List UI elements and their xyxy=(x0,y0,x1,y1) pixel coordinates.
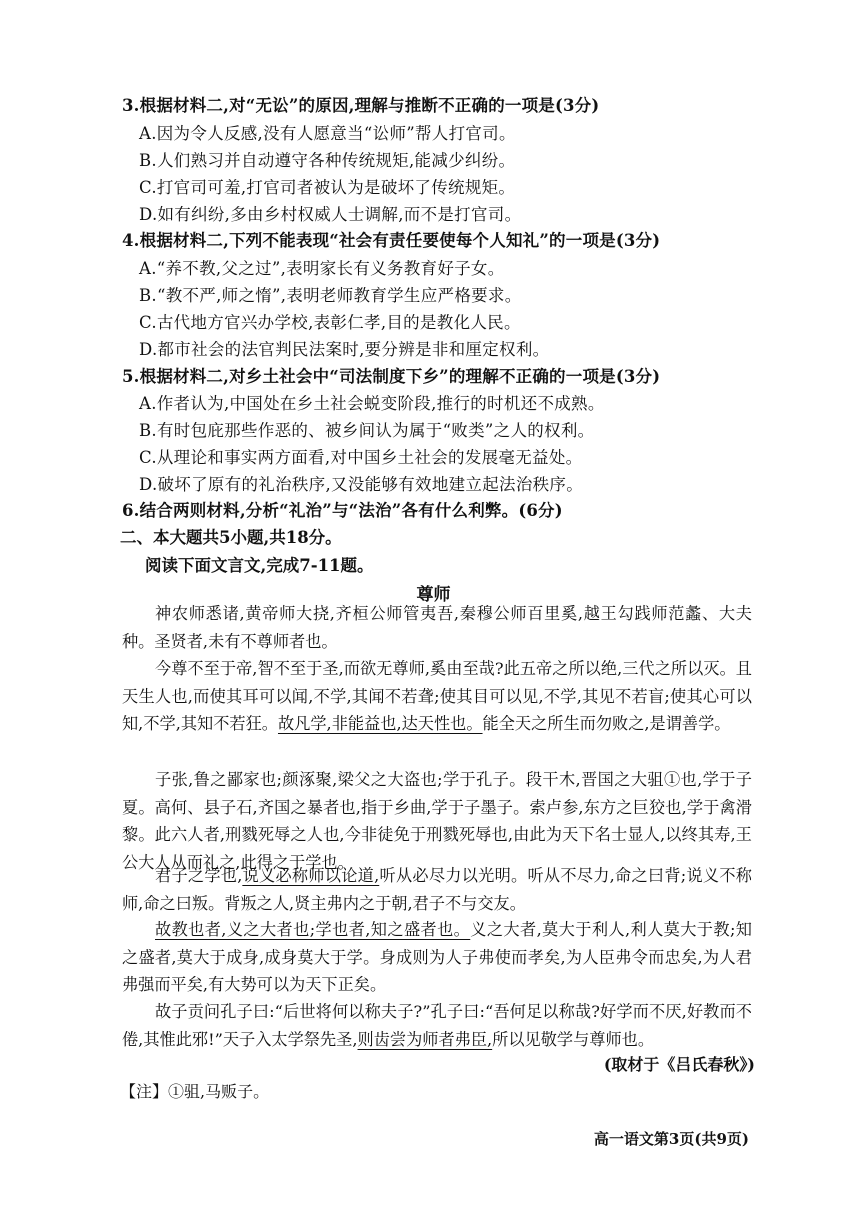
q3-option-a: A.因为令人反感,没有人愿意当“讼师”帮人打官司。 xyxy=(139,124,516,143)
p6-text-b: 所以见敬学与尊师也。 xyxy=(492,1029,655,1049)
q3-option-c: C.打官司可羞,打官司者被认为是破坏了传统规矩。 xyxy=(139,178,516,197)
question-5: 5.根据材料二,对乡土社会中“司法制度下乡”的理解不正确的一项是(3分) xyxy=(122,367,661,386)
q4-option-d: D.都市社会的法官判民法案时,要分辨是非和厘定权利。 xyxy=(139,340,550,359)
q3-option-b: B.人们熟习并自动遵守各种传统规矩,能减少纠纷。 xyxy=(139,151,516,170)
section-instruction: 阅读下面文言文,完成7-11题。 xyxy=(145,556,374,575)
section-heading: 二、本大题共5小题,共18分。 xyxy=(120,528,342,547)
passage-paragraph-6 xyxy=(122,998,752,1053)
q5-option-c: C.从理论和事实两方面看,对中国乡土社会的发展毫无益处。 xyxy=(139,448,583,467)
passage-paragraph-1 xyxy=(122,600,752,655)
q4-option-a: A.“养不教,父之过”,表明家长有义务教育好子女。 xyxy=(139,259,505,278)
q4-option-c: C.古代地方官兴办学校,表彰仁孝,目的是教化人民。 xyxy=(139,313,521,332)
question-3: 3.根据材料二,对“无讼”的原因,理解与推断不正确的一项是(3分) xyxy=(122,96,600,115)
p2-text-a: 今尊不至于帝,智不至于圣,而欲无尊师,奚由至哉?此五帝之所以绝,三代之所以灭。且天生人也,而使其耳可以闻,不学,其闻不若聋;使其目可以见,不学,其见不若盲;使其心可以知,不学,其知不若狂。 xyxy=(122,659,752,733)
question-4: 4.根据材料二,下列不能表现“社会有责任要使每个人知礼”的一项是(3分) xyxy=(122,231,661,250)
passage-paragraph-2 xyxy=(122,655,752,738)
question-6: 6.结合两则材料,分析“礼治”与“法治”各有什么利弊。(6分) xyxy=(122,501,563,520)
q4-option-b: B.“教不严,师之惰”,表明老师教育学生应严格要求。 xyxy=(139,286,522,305)
p4-text-b: 听从必尽力以光明。听从不尽力,命之曰背;说义不称师,命之曰叛。背叛之人,贤主弗内之于朝,君子不与交友。 xyxy=(122,866,752,913)
p4-underlined-sentence: 说义必称师以论道, xyxy=(242,866,380,885)
p5-underlined-sentence: 故教也者,义之大者也;学也者,知之盛者也。 xyxy=(155,920,471,939)
p6-text-a: 故子贡问孔子曰:“后世将何以称夫子?”孔子曰:“吾何足以称哉?好学而不厌,好教而不倦,其惟此邪!”天子入太学祭先圣, xyxy=(122,1002,752,1049)
q5-option-a: A.作者认为,中国处在乡土社会蜕变阶段,推行的时机还不成熟。 xyxy=(139,394,605,413)
passage-title: 尊师 xyxy=(416,585,451,605)
passage-paragraph-5 xyxy=(122,916,752,999)
passage-source: (取材于《吕氏春秋》) xyxy=(603,1055,755,1074)
q5-option-b: B.有时包庇那些作恶的、被乡间认为属于“败类”之人的权利。 xyxy=(139,421,595,440)
footnote: 【注】①驵,马贩子。 xyxy=(120,1082,270,1101)
page-footer: 高一语文第3页(共9页) xyxy=(593,1130,749,1148)
q5-option-d: D.破坏了原有的礼治秩序,又没能够有效地建立起法治秩序。 xyxy=(139,475,584,494)
p2-text-b: 能全天之所生而勿败之,是谓善学。 xyxy=(482,714,731,733)
p3-text: 子张,鲁之鄙家也;颜涿聚,梁父之大盗也;学于孔子。段干木,晋国之大驵①也,学于子夏。高何、县子石,齐国之暴者也,指于乡曲,学于子墨子。索卢参,东方之巨狡也,学于禽滑黎。此六人者,刑戮死辱之人也,今非徒免于刑戮死辱也,由此为天下名士显人,以终其寿,王公大人从而礼之,此得之于学也。 xyxy=(122,770,752,872)
p2-underlined-sentence: 故凡学,非能益也,达天性也。 xyxy=(277,714,483,733)
passage-paragraph-3 xyxy=(122,766,752,876)
p1-text: 神农师悉诸,黄帝师大挠,齐桓公师管夷吾,秦穆公师百里奚,越王勾践师范蠡、大夫种。圣贤者,未有不尊师者也。 xyxy=(122,604,752,651)
q3-option-d: D.如有纠纷,多由乡村权威人士调解,而不是打官司。 xyxy=(139,205,522,224)
p6-underlined-sentence: 则齿尝为师者弗臣, xyxy=(357,1029,493,1049)
passage-paragraph-4 xyxy=(122,862,752,917)
p5-text-b: 义之大者,莫大于利人,利人莫大于教;知之盛者,莫大于成身,成身莫大于学。身成则为人子弗使而孝矣,为人臣弗令而忠矣,为人君弗强而平矣,有大势可以为天下正矣。 xyxy=(122,920,752,994)
p4-text-a: 君子之学也, xyxy=(155,866,243,885)
